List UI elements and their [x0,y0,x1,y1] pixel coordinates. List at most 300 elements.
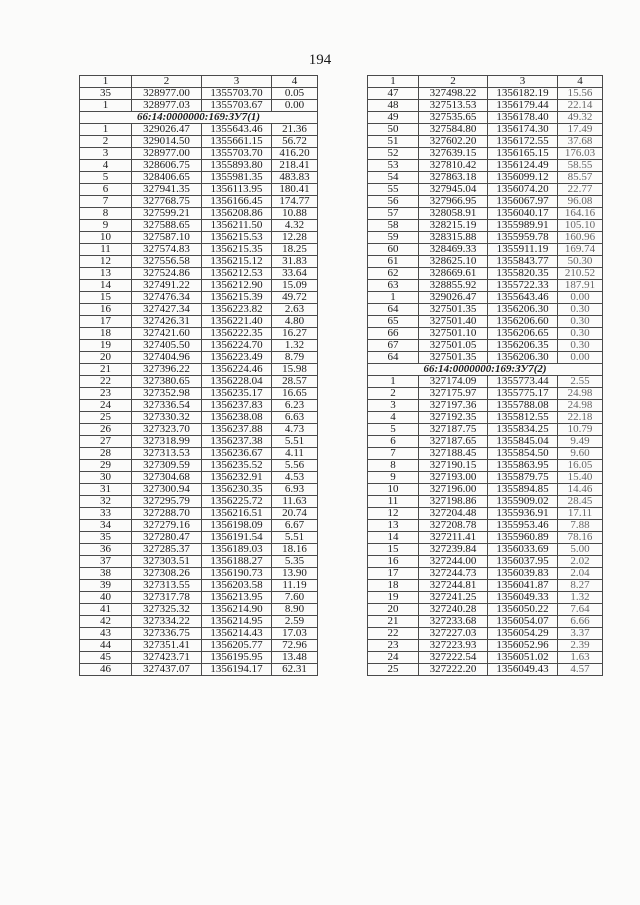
y-coordinate-cell: 1356222.35 [202,328,272,340]
point-number-cell: 36 [80,544,132,556]
x-coordinate-cell: 327197.36 [419,400,488,412]
table-row [80,616,318,628]
x-coordinate-cell: 327313.55 [132,580,202,592]
x-coordinate-cell: 327599.21 [132,208,202,220]
distance-cell: 2.39 [558,640,603,652]
section-title-cell: 66:14:0000000:169:ЗУ7(2) [368,364,603,376]
point-number-cell: 67 [368,340,419,352]
x-coordinate-cell: 327501.35 [419,304,488,316]
y-coordinate-cell: 1356206.60 [488,316,558,328]
table-row [368,580,603,592]
distance-cell: 15.56 [558,88,603,100]
point-number-cell: 28 [80,448,132,460]
y-coordinate-cell: 1356235.52 [202,460,272,472]
column-number-cell: 3 [202,76,272,88]
table-row [368,172,603,184]
point-number-cell: 16 [80,304,132,316]
point-number-cell: 13 [80,268,132,280]
point-number-cell: 11 [368,496,419,508]
table-row [368,652,603,664]
table-row [80,184,318,196]
distance-cell: 218.41 [272,160,318,172]
table-row [368,280,603,292]
point-number-cell: 64 [368,352,419,364]
table-row [80,100,318,112]
point-number-cell: 10 [80,232,132,244]
y-coordinate-cell: 1355854.50 [488,448,558,460]
y-coordinate-cell: 1355909.02 [488,496,558,508]
table-row [368,400,603,412]
x-coordinate-cell: 327240.28 [419,604,488,616]
y-coordinate-cell: 1356221.40 [202,316,272,328]
table-row [368,568,603,580]
x-coordinate-cell: 328625.10 [419,256,488,268]
x-coordinate-cell: 328669.61 [419,268,488,280]
point-number-cell: 48 [368,100,419,112]
y-coordinate-cell: 1356051.02 [488,652,558,664]
point-number-cell: 12 [80,256,132,268]
table-row [368,628,603,640]
y-coordinate-cell: 1356215.53 [202,232,272,244]
x-coordinate-cell: 327334.22 [132,616,202,628]
table-row [368,244,603,256]
point-number-cell: 1 [368,292,419,304]
point-number-cell: 30 [80,472,132,484]
x-coordinate-cell: 327325.32 [132,604,202,616]
y-coordinate-cell: 1356041.87 [488,580,558,592]
point-number-cell: 6 [80,184,132,196]
distance-cell: 7.88 [558,520,603,532]
distance-cell: 22.18 [558,412,603,424]
x-coordinate-cell: 327227.03 [419,628,488,640]
y-coordinate-cell: 1356067.97 [488,196,558,208]
distance-cell: 16.65 [272,388,318,400]
point-number-cell: 8 [80,208,132,220]
distance-cell: 2.02 [558,556,603,568]
table-row [368,436,603,448]
table-header-row [80,76,318,88]
distance-cell: 6.63 [272,412,318,424]
distance-cell: 0.00 [558,352,603,364]
table-row [80,604,318,616]
table-row [80,664,318,676]
table-row [368,604,603,616]
x-coordinate-cell: 329014.50 [132,136,202,148]
y-coordinate-cell: 1355703.67 [202,100,272,112]
point-number-cell: 34 [80,520,132,532]
distance-cell: 5.51 [272,532,318,544]
x-coordinate-cell: 327174.09 [419,376,488,388]
distance-cell: 13.48 [272,652,318,664]
y-coordinate-cell: 1356174.30 [488,124,558,136]
point-number-cell: 26 [80,424,132,436]
table-row [80,148,318,160]
y-coordinate-cell: 1356206.30 [488,304,558,316]
point-number-cell: 53 [368,160,419,172]
y-coordinate-cell: 1355953.46 [488,520,558,532]
y-coordinate-cell: 1356039.83 [488,568,558,580]
y-coordinate-cell: 1356211.50 [202,220,272,232]
point-number-cell: 31 [80,484,132,496]
distance-cell: 0.30 [558,304,603,316]
table-row [368,160,603,172]
y-coordinate-cell: 1355643.46 [488,292,558,304]
distance-cell: 22.77 [558,184,603,196]
x-coordinate-cell: 327535.65 [419,112,488,124]
x-coordinate-cell: 327574.83 [132,244,202,256]
y-coordinate-cell: 1355863.95 [488,460,558,472]
x-coordinate-cell: 327863.18 [419,172,488,184]
point-number-cell: 8 [368,460,419,472]
y-coordinate-cell: 1356236.67 [202,448,272,460]
distance-cell: 210.52 [558,268,603,280]
x-coordinate-cell: 327639.15 [419,148,488,160]
table-row [80,208,318,220]
x-coordinate-cell: 327313.53 [132,448,202,460]
column-number-cell: 2 [419,76,488,88]
distance-cell: 4.53 [272,472,318,484]
point-number-cell: 25 [368,664,419,676]
table-row [368,148,603,160]
distance-cell: 1.63 [558,652,603,664]
table-row [80,280,318,292]
table-row [80,364,318,376]
distance-cell: 17.49 [558,124,603,136]
table-row [80,460,318,472]
distance-cell: 2.55 [558,376,603,388]
table-row [368,208,603,220]
y-coordinate-cell: 1356190.73 [202,568,272,580]
x-coordinate-cell: 328855.92 [419,280,488,292]
distance-cell: 10.88 [272,208,318,220]
table-row [368,520,603,532]
y-coordinate-cell: 1356099.12 [488,172,558,184]
distance-cell: 105.10 [558,220,603,232]
distance-cell: 10.79 [558,424,603,436]
x-coordinate-cell: 327196.00 [419,484,488,496]
table-row [80,412,318,424]
x-coordinate-cell: 327491.22 [132,280,202,292]
point-number-cell: 11 [80,244,132,256]
y-coordinate-cell: 1356182.19 [488,88,558,100]
distance-cell: 62.31 [272,664,318,676]
table-row [368,388,603,400]
y-coordinate-cell: 1356215.12 [202,256,272,268]
table-row [80,124,318,136]
x-coordinate-cell: 327175.97 [419,388,488,400]
distance-cell: 15.09 [272,280,318,292]
x-coordinate-cell: 328215.19 [419,220,488,232]
y-coordinate-cell: 1356195.95 [202,652,272,664]
y-coordinate-cell: 1356194.17 [202,664,272,676]
table-row [80,196,318,208]
table-row [80,376,318,388]
coordinates-table-left [79,75,318,676]
y-coordinate-cell: 1355893.80 [202,160,272,172]
distance-cell: 11.63 [272,496,318,508]
x-coordinate-cell: 327351.41 [132,640,202,652]
table-row [368,412,603,424]
x-coordinate-cell: 327192.35 [419,412,488,424]
x-coordinate-cell: 327396.22 [132,364,202,376]
y-coordinate-cell: 1356215.39 [202,292,272,304]
table-row [368,448,603,460]
distance-cell: 33.64 [272,268,318,280]
point-number-cell: 5 [80,172,132,184]
x-coordinate-cell: 327423.71 [132,652,202,664]
point-number-cell: 17 [80,316,132,328]
point-number-cell: 62 [368,268,419,280]
y-coordinate-cell: 1356191.54 [202,532,272,544]
y-coordinate-cell: 1356237.88 [202,424,272,436]
point-number-cell: 55 [368,184,419,196]
x-coordinate-cell: 327187.75 [419,424,488,436]
y-coordinate-cell: 1356216.51 [202,508,272,520]
table-row [80,556,318,568]
table-row [80,652,318,664]
table-row [368,664,603,676]
x-coordinate-cell: 327222.54 [419,652,488,664]
y-coordinate-cell: 1355820.35 [488,268,558,280]
y-coordinate-cell: 1356050.22 [488,604,558,616]
y-coordinate-cell: 1355894.85 [488,484,558,496]
y-coordinate-cell: 1355773.44 [488,376,558,388]
table-row [80,520,318,532]
point-number-cell: 35 [80,532,132,544]
point-number-cell: 25 [80,412,132,424]
point-number-cell: 44 [80,640,132,652]
table-row [80,568,318,580]
distance-cell: 2.59 [272,616,318,628]
distance-cell: 20.74 [272,508,318,520]
point-number-cell: 20 [80,352,132,364]
point-number-cell: 4 [368,412,419,424]
y-coordinate-cell: 1356223.82 [202,304,272,316]
table-row [80,640,318,652]
point-number-cell: 12 [368,508,419,520]
x-coordinate-cell: 327602.20 [419,136,488,148]
x-coordinate-cell: 328406.65 [132,172,202,184]
table-row [80,388,318,400]
y-coordinate-cell: 1356206.30 [488,352,558,364]
point-number-cell: 15 [368,544,419,556]
point-number-cell: 27 [80,436,132,448]
distance-cell: 416.20 [272,148,318,160]
y-coordinate-cell: 1356214.95 [202,616,272,628]
distance-cell: 4.11 [272,448,318,460]
distance-cell: 0.30 [558,316,603,328]
point-number-cell: 22 [80,376,132,388]
distance-cell: 6.66 [558,616,603,628]
distance-cell: 5.00 [558,544,603,556]
x-coordinate-cell: 327966.95 [419,196,488,208]
table-row [368,112,603,124]
table-row [80,304,318,316]
page-number: 194 [308,52,332,68]
x-coordinate-cell: 327501.10 [419,328,488,340]
distance-cell: 180.41 [272,184,318,196]
point-number-cell: 15 [80,292,132,304]
x-coordinate-cell: 327187.65 [419,436,488,448]
table-row [368,532,603,544]
x-coordinate-cell: 327380.65 [132,376,202,388]
distance-cell: 483.83 [272,172,318,184]
table-row [80,400,318,412]
y-coordinate-cell: 1355845.04 [488,436,558,448]
point-number-cell: 35 [80,88,132,100]
y-coordinate-cell: 1355936.91 [488,508,558,520]
point-number-cell: 1 [368,376,419,388]
table-row [80,508,318,520]
point-number-cell: 21 [80,364,132,376]
table-row [80,532,318,544]
y-coordinate-cell: 1356237.38 [202,436,272,448]
x-coordinate-cell: 327501.35 [419,352,488,364]
y-coordinate-cell: 1355959.78 [488,232,558,244]
table-row [368,544,603,556]
point-number-cell: 7 [368,448,419,460]
distance-cell: 22.14 [558,100,603,112]
y-coordinate-cell: 1356049.43 [488,664,558,676]
table-row [368,316,603,328]
table-row [368,484,603,496]
x-coordinate-cell: 327524.86 [132,268,202,280]
x-coordinate-cell: 327323.70 [132,424,202,436]
point-number-cell: 61 [368,256,419,268]
table-row [80,328,318,340]
y-coordinate-cell: 1355879.75 [488,472,558,484]
distance-cell: 5.51 [272,436,318,448]
point-number-cell: 52 [368,148,419,160]
point-number-cell: 40 [80,592,132,604]
x-coordinate-cell: 327584.80 [419,124,488,136]
x-coordinate-cell: 327317.78 [132,592,202,604]
distance-cell: 56.72 [272,136,318,148]
x-coordinate-cell: 327405.50 [132,340,202,352]
y-coordinate-cell: 1355703.70 [202,88,272,100]
y-coordinate-cell: 1356178.40 [488,112,558,124]
x-coordinate-cell: 327223.93 [419,640,488,652]
point-number-cell: 45 [80,652,132,664]
y-coordinate-cell: 1355911.19 [488,244,558,256]
x-coordinate-cell: 327244.00 [419,556,488,568]
x-coordinate-cell: 327208.78 [419,520,488,532]
distance-cell: 164.16 [558,208,603,220]
x-coordinate-cell: 327941.35 [132,184,202,196]
point-number-cell: 39 [80,580,132,592]
table-row [368,328,603,340]
y-coordinate-cell: 1356165.15 [488,148,558,160]
x-coordinate-cell: 327556.58 [132,256,202,268]
x-coordinate-cell: 327241.25 [419,592,488,604]
distance-cell: 0.05 [272,88,318,100]
point-number-cell: 29 [80,460,132,472]
table-row [80,136,318,148]
distance-cell: 13.90 [272,568,318,580]
x-coordinate-cell: 327239.84 [419,544,488,556]
column-number-cell: 4 [272,76,318,88]
y-coordinate-cell: 1356213.95 [202,592,272,604]
table-row [368,508,603,520]
point-number-cell: 43 [80,628,132,640]
y-coordinate-cell: 1356230.35 [202,484,272,496]
y-coordinate-cell: 1356124.49 [488,160,558,172]
point-number-cell: 1 [80,124,132,136]
table-row [368,616,603,628]
x-coordinate-cell: 327513.53 [419,100,488,112]
y-coordinate-cell: 1356228.04 [202,376,272,388]
table-row [80,484,318,496]
x-coordinate-cell: 327288.70 [132,508,202,520]
x-coordinate-cell: 327352.98 [132,388,202,400]
section-title-cell: 66:14:0000000:169:ЗУ7(1) [80,112,318,124]
point-number-cell: 42 [80,616,132,628]
coordinates-table-right [367,75,603,676]
y-coordinate-cell: 1355834.25 [488,424,558,436]
distance-cell: 24.98 [558,400,603,412]
table-row [368,424,603,436]
distance-cell: 96.08 [558,196,603,208]
x-coordinate-cell: 327810.42 [419,160,488,172]
y-coordinate-cell: 1355722.33 [488,280,558,292]
distance-cell: 72.96 [272,640,318,652]
point-number-cell: 17 [368,568,419,580]
table-row [368,340,603,352]
distance-cell: 78.16 [558,532,603,544]
point-number-cell: 2 [368,388,419,400]
y-coordinate-cell: 1356040.17 [488,208,558,220]
point-number-cell: 64 [368,304,419,316]
point-number-cell: 37 [80,556,132,568]
table-row [80,292,318,304]
distance-cell: 14.46 [558,484,603,496]
point-number-cell: 7 [80,196,132,208]
x-coordinate-cell: 328469.33 [419,244,488,256]
table-row [368,304,603,316]
x-coordinate-cell: 329026.47 [419,292,488,304]
distance-cell: 15.98 [272,364,318,376]
point-number-cell: 51 [368,136,419,148]
point-number-cell: 65 [368,316,419,328]
x-coordinate-cell: 327498.22 [419,88,488,100]
point-number-cell: 56 [368,196,419,208]
table-row [368,640,603,652]
x-coordinate-cell: 327426.31 [132,316,202,328]
point-number-cell: 18 [368,580,419,592]
table-row [368,256,603,268]
y-coordinate-cell: 1356198.09 [202,520,272,532]
y-coordinate-cell: 1355989.91 [488,220,558,232]
point-number-cell: 23 [80,388,132,400]
point-number-cell: 13 [368,520,419,532]
y-coordinate-cell: 1355661.15 [202,136,272,148]
point-number-cell: 58 [368,220,419,232]
y-coordinate-cell: 1356215.35 [202,244,272,256]
table-row [80,256,318,268]
distance-cell: 49.72 [272,292,318,304]
y-coordinate-cell: 1356235.17 [202,388,272,400]
y-coordinate-cell: 1356212.53 [202,268,272,280]
distance-cell: 18.16 [272,544,318,556]
distance-cell: 4.57 [558,664,603,676]
table-row [368,292,603,304]
point-number-cell: 47 [368,88,419,100]
distance-cell: 9.49 [558,436,603,448]
x-coordinate-cell: 327295.79 [132,496,202,508]
table-row [80,340,318,352]
distance-cell: 85.57 [558,172,603,184]
x-coordinate-cell: 328058.91 [419,208,488,220]
